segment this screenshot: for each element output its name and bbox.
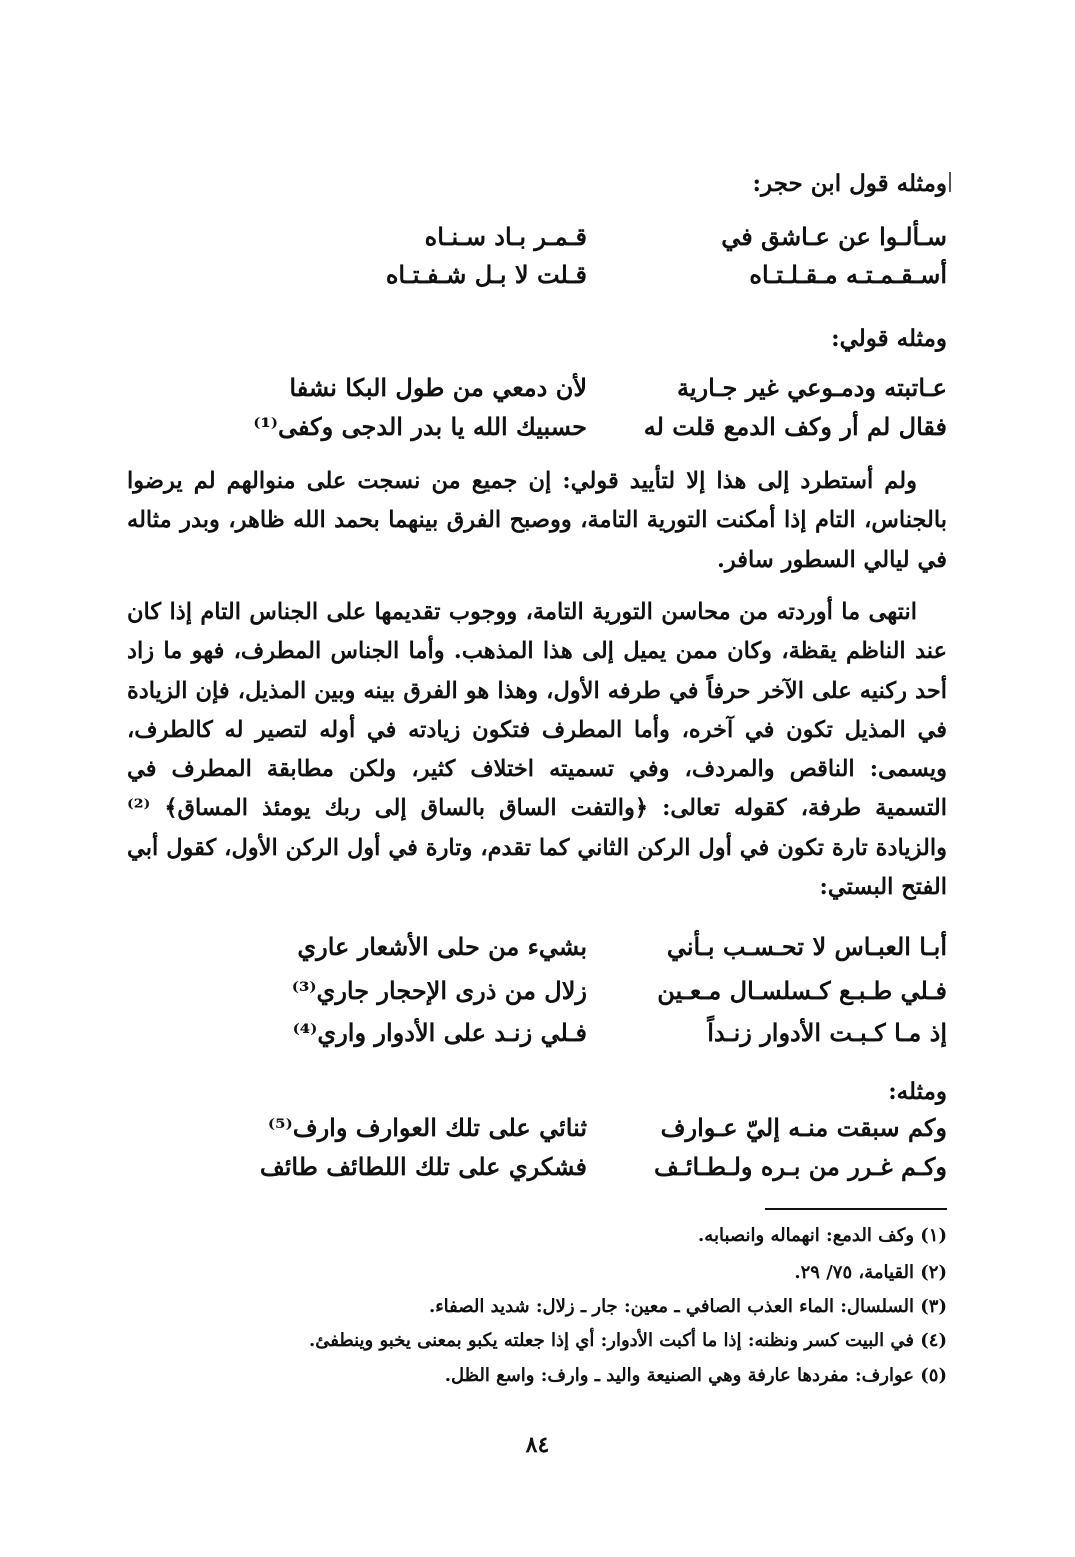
verse-first-hemistich: أسـقـمـتـه مـقـلـتـاه: [749, 260, 947, 289]
verse-second-hemistich: فشكري على تلك اللطائف طائف: [259, 1152, 587, 1181]
verse-first-hemistich: إذ مـا كـبـت الأدوار زنـداً: [707, 1018, 947, 1047]
footnote-4: (٤) في البيت كسر ونظنه: إذا ما أكبت الأدوار: أي إذا جعلته يكبو بمعنى يخبو وينطفئ.: [308, 1330, 947, 1351]
verse-second-hemistich: ثنائي على تلك العوارف وارف⁽⁵⁾: [267, 1113, 587, 1142]
verse-second-hemistich: لأن دمعي من طول البكا نشفا: [289, 373, 587, 402]
verse-second-hemistich: قـمـر بـاد سـنـاه: [424, 222, 587, 251]
intro-my-saying: ومثله قولي:: [831, 325, 947, 352]
verse-second-hemistich: بشيء من حلى الأشعار عاري: [297, 932, 587, 961]
verse-first-hemistich: سـألـوا عن عـاشق في: [721, 222, 947, 251]
verse-second-hemistich: حسبيك الله يا بدر الدجى وكفى⁽¹⁾: [253, 412, 587, 441]
paragraph-digression: ولم أستطرد إلى هذا إلا لتأييد قولي: إن جميع من نسجت على منوالهم لم يرضوا بالجناس، التام إذا أمكنت التورية التامة، ووصبح الفرق بينهما بحمد الله ظاهر، وبدر مثاله في ليالي السطور سافر.: [127, 468, 947, 573]
footnote-5: (٥) عوارف: مفردها عارفة وهي الصنيعة واليد ـ وارف: واسع الظل.: [444, 1365, 947, 1386]
footnote-1: (١) وكف الدمع: انهماله وانصبابه.: [698, 1225, 947, 1246]
verse-row: [227, 1152, 947, 1198]
verse-first-hemistich: فقال لم أر وكف الدمع قلت له: [643, 412, 947, 441]
footnote-separator: [765, 1208, 947, 1210]
verse-row: [227, 412, 947, 458]
footnote-3: (٣) السلسال: الماء العذب الصافي ـ معين: جار ـ زلال: شديد الصفاء.: [428, 1296, 947, 1317]
intro-example: ومثله:: [888, 1078, 947, 1105]
intro-ibn-hajar: ومثله قول ابن حجر:: [752, 170, 947, 197]
verse-first-hemistich: وكـم غـرر من بـره ولـطـائـف: [653, 1152, 947, 1181]
footnote-2: (٢) القيامة، ٧٥/ ٢٩.: [794, 1262, 947, 1283]
margin-mark: [949, 172, 951, 192]
verse-second-hemistich: قـلت لا بـل شـفـتـاه: [385, 260, 587, 289]
paragraph-mutarraf-jinas: انتهى ما أوردته من محاسن التورية التامة، ووجوب تقديمها على الجناس التام إذا كان عند الناظم يقظة، وكان ممن يميل إلى هذا المذهب. وأما الجناس المطرف، فهو ما زاد أحد ركنيه على الآخر حرفاً في طرفه الأول، وهذا هو الفرق بينه وبين المذيل، فإن الزيادة في المذيل تكون في آخره، وأما المطرف فتكون زيادته في أوله لتصير له كالطرف، ويسمى: الناقص والمردف، وفي تسميته اختلاف كثير، ولكن مطابقة المطرف في التسمية طرفة، كقوله تعالى: ﴿والتفت الساق بالساق إلى ربك يومئذ المساق﴾ ⁽²⁾ والزيادة تارة تكون في أول الركن الثاني كما تقدم، وتارة في أول الركن الأول، كقول أبي الفتح البستي:: [127, 599, 947, 901]
verse-first-hemistich: أبـا العبـاس لا تحـسـب بـأني: [666, 932, 947, 961]
verse-row: [227, 932, 947, 978]
verse-row: [227, 260, 947, 306]
verse-row: [227, 1018, 947, 1064]
verse-first-hemistich: فـلي طـبـع كـسلسـال مـعـين: [657, 976, 947, 1005]
verse-row: [227, 976, 947, 1022]
verse-second-hemistich: فـلي زنـد على الأدوار واري⁽⁴⁾: [292, 1018, 587, 1047]
verse-first-hemistich: عـاتبته ودمـوعي غير جـارية: [677, 373, 947, 402]
verse-first-hemistich: وكم سبقت منـه إليّ عـوارف: [660, 1113, 947, 1142]
verse-second-hemistich: زلال من ذرى الإحجار جاري⁽³⁾: [291, 976, 587, 1005]
page-number: ٨٤: [525, 1432, 550, 1458]
